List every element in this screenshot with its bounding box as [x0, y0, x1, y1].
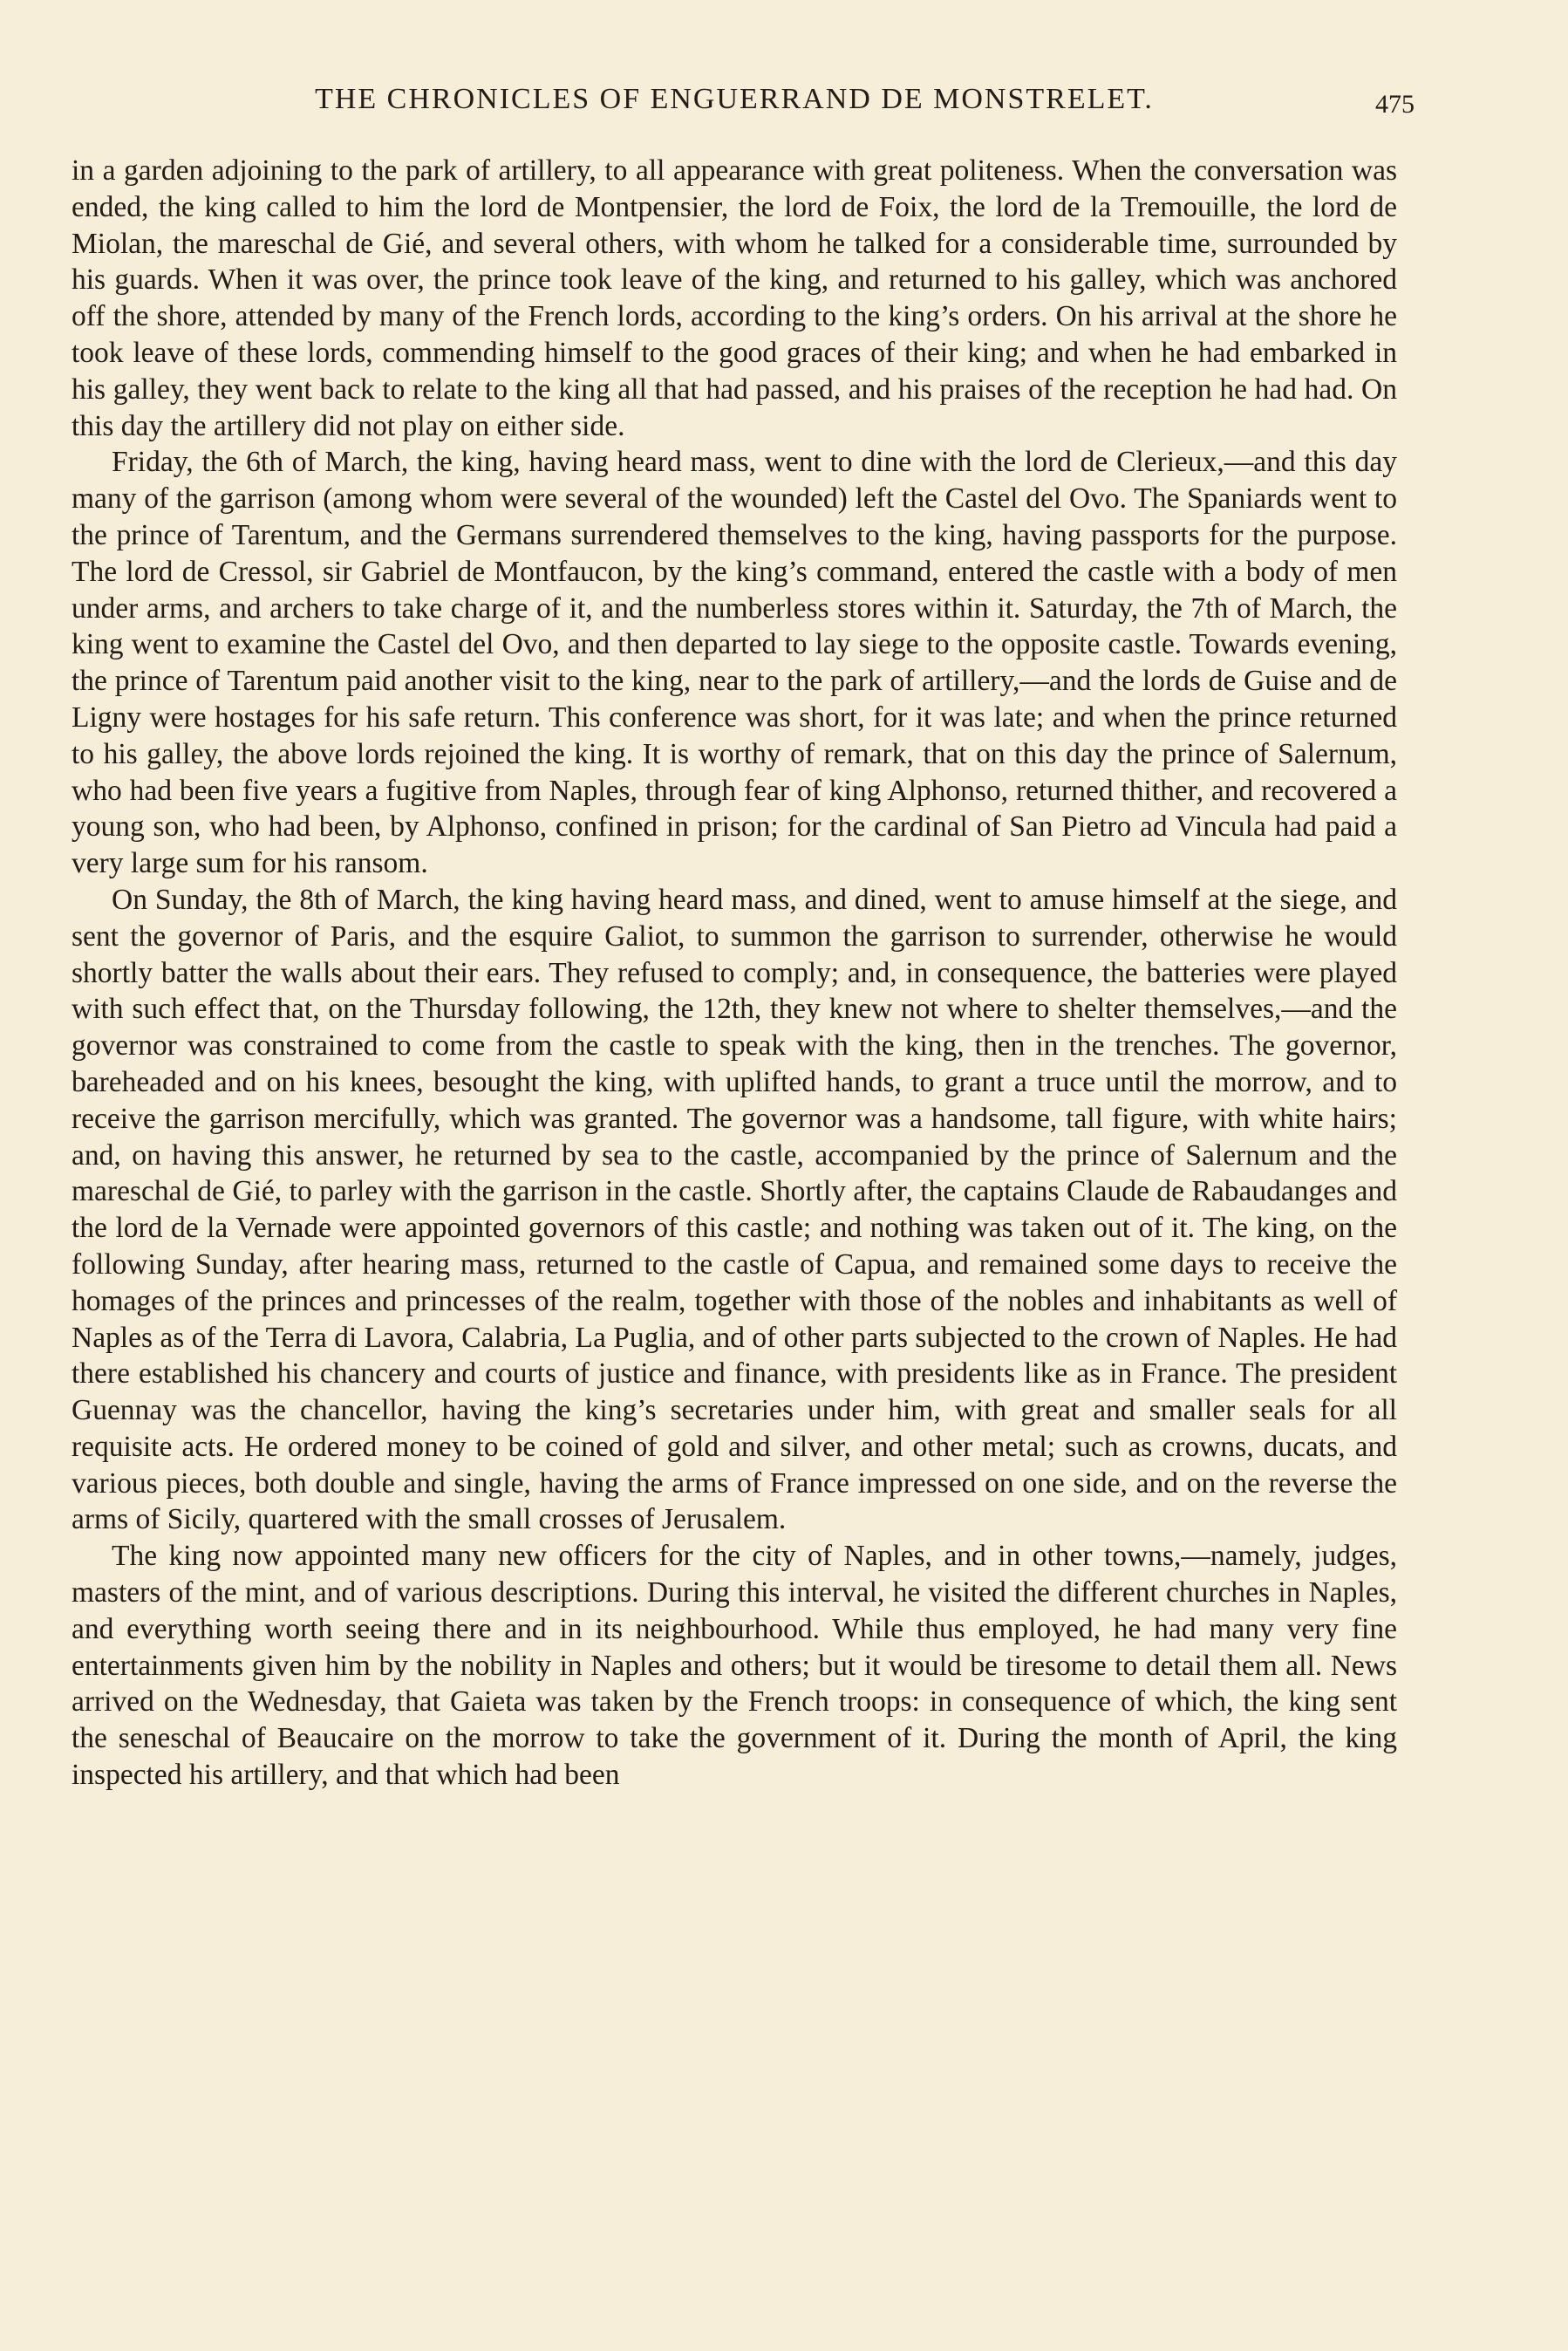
page-title: THE CHRONICLES OF ENGUERRAND DE MONSTRELET.	[315, 83, 1154, 115]
page-number: 475	[1375, 90, 1415, 119]
paragraph-new-officers: The king now appointed many new officers for the city of Naples, and in other towns,—namely, judges, masters of the mint, and of various descriptions. During this interval, he visited the different churches in Naples, and everything worth seeing there and in its neighbourhood. While thus employed, he had many very fine entertainments given him by the nobility in Naples and others; but it would be tiresome to detail them all. News arrived on the Wednesday, that Gaieta was taken by the French troops: in consequence of which, the king sent the seneschal of Beaucaire on the morrow to take the government of it. During the month of April, the king inspected his artillery, and that which had been	[72, 1540, 1397, 1792]
paragraph-sunday-march-8: On Sunday, the 8th of March, the king having heard mass, and dined, went to amuse himself at the siege, and sent the governor of Paris, and the esquire Galiot, to summon the garrison to surrender, otherwise he would shortly batter the walls about their ears. They refused to comply; and, in consequence, the batteries were played with such effect that, on the Thursday following, the 12th, they knew not where to shelter themselves,—and the governor was constrained to come from the castle to speak with the king, then in the trenches. The governor, bareheaded and on his knees, besought the king, with uplifted hands, to grant a truce until the morrow, and to receive the garrison mercifully, which was granted. The governor was a handsome, tall figure, with white hairs; and, on having this answer, he returned by sea to the castle, accompanied by the prince of Salernum and the mareschal de Gié, to parley with the garrison in the castle. Shortly after, the captains Claude de Rabaudanges and the lord de la Vernade were appointed governors of this castle; and nothing was taken out of it. The king, on the following Sunday, after hearing mass, returned to the castle of Capua, and remained some days to receive the homages of the princes and princesses of the realm, together with those of the nobles and inhabitants as well of Naples as of the Terra di Lavora, Calabria, La Puglia, and of other parts subjected to the crown of Naples. He had there established his chancery and courts of justice and finance, with presidents like as in France. The president Guennay was the chancellor, having the king’s secretaries under him, with great and smaller seals for all requisite acts. He ordered money to be coined of gold and silver, and other metal; such as crowns, ducats, and various pieces, both double and single, having the arms of France impressed on one side, and on the reverse the arms of Sicily, quartered with the small crosses of Jerusalem.	[72, 883, 1397, 1536]
paragraph-continuation: in a garden adjoining to the park of artillery, to all appearance with great politeness. When the conversation was ended, the king called to him the lord de Montpensier, the lord de Foix, the lord de la Tremouille, the lord de Miolan, the mareschal de Gié, and several others, with whom he talked for a considerable time, surrounded by his guards. When it was over, the prince took leave of the king, and returned to his galley, which was anchored off the shore, attended by many of the French lords, according to the king’s orders. On his arrival at the shore he took leave of these lords, commending himself to the good graces of their king; and when he had embarked in his galley, they went back to relate to the king all that had passed, and his praises of the reception he had had. On this day the artillery did not play on either side.	[72, 154, 1397, 442]
paragraph-friday-march-6: Friday, the 6th of March, the king, having heard mass, went to dine with the lord de Clerieux,—and this day many of the garrison (among whom were several of the wounded) left the Castel del Ovo. The Spaniards went to the prince of Tarentum, and the Germans surrendered themselves to the king, having passports for the purpose. The lord de Cressol, sir Gabriel de Montfaucon, by the king’s command, entered the castle with a body of men under arms, and archers to take charge of it, and the numberless stores within it. Saturday, the 7th of March, the king went to examine the Castel del Ovo, and then departed to lay siege to the opposite castle. Towards evening, the prince of Tarentum paid another visit to the king, near to the park of artillery,—and the lords de Guise and de Ligny were hostages for his safe return. This conference was short, for it was late; and when the prince returned to his galley, the above lords rejoined the king. It is worthy of remark, that on this day the prince of Salernum, who had been five years a fugitive from Naples, through fear of king Alphonso, returned thither, and recovered a young son, who had been, by Alphonso, confined in prison; for the cardinal of San Pietro ad Vincula had paid a very large sum for his ransom.	[72, 446, 1397, 880]
body-text	[72, 153, 1397, 1794]
running-head	[72, 83, 1415, 126]
